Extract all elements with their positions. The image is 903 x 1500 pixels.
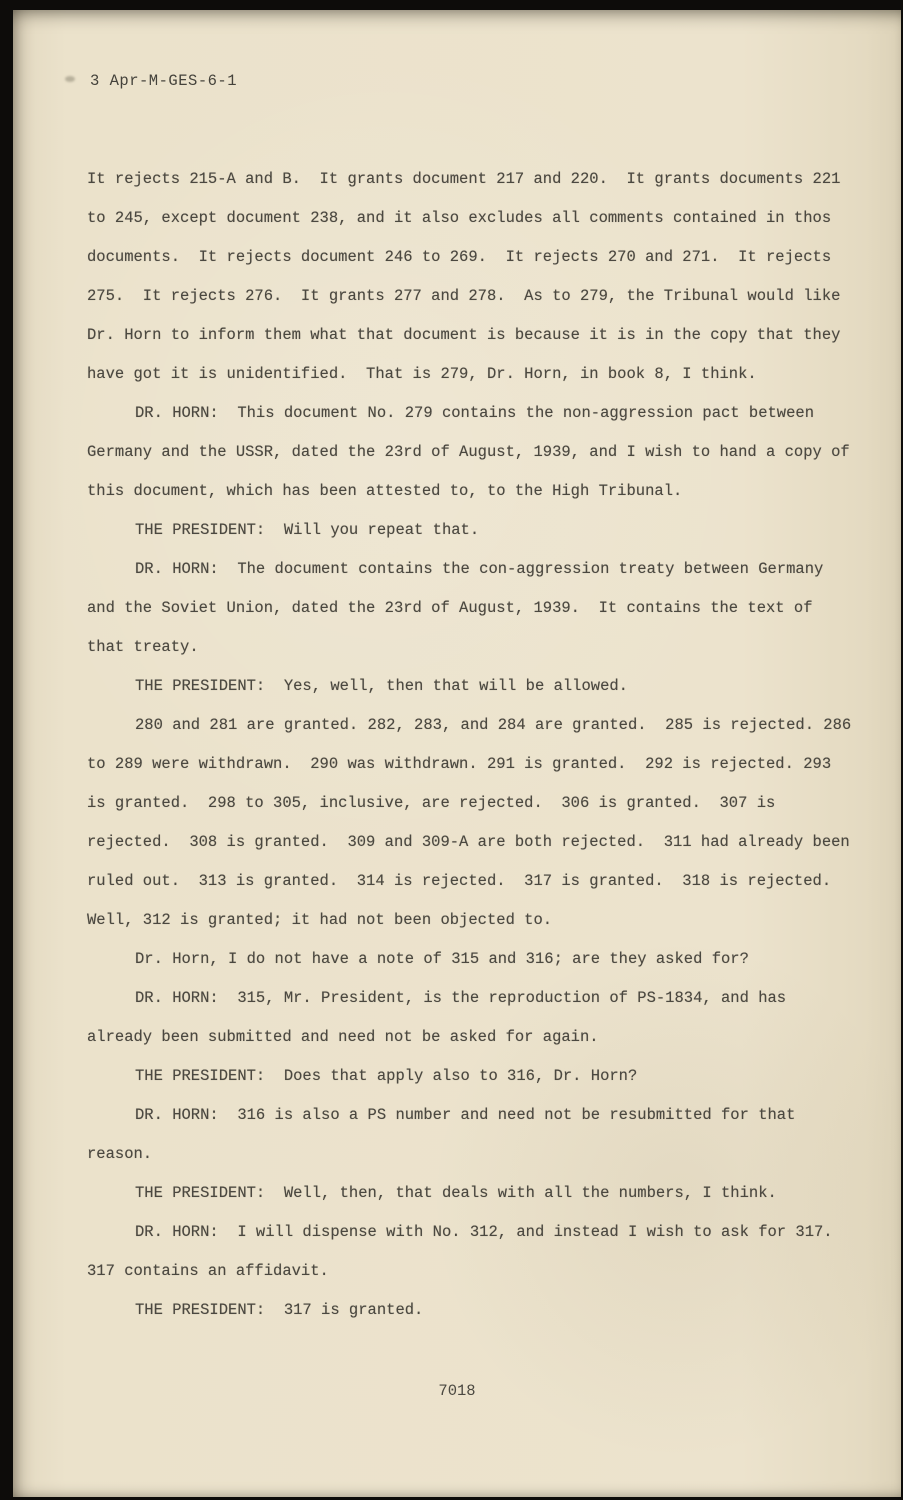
- paragraph-10: DR. HORN: 316 is also a PS number and need not be resubmitted for that reason.: [87, 1106, 805, 1163]
- paragraph-9: THE PRESIDENT: Does that apply also to 316, Dr. Horn?: [135, 1067, 638, 1085]
- paper-sheet: [13, 10, 901, 1497]
- paragraph-4: DR. HORN: The document contains the con-aggression treaty between Germany and the Soviet Union, dated the 23rd of August, 1939. It contains the text of that treaty.: [87, 560, 833, 656]
- ink-smudge: [65, 76, 75, 82]
- paragraph-3: THE PRESIDENT: Will you repeat that.: [135, 521, 480, 539]
- paragraph-12: DR. HORN: I will dispense with No. 312, and instead I wish to ask for 317. 317 contains an affidavit.: [87, 1223, 852, 1280]
- paragraph-8: DR. HORN: 315, Mr. President, is the reproduction of PS-1834, and has already been submitted and need not be asked for again.: [87, 989, 796, 1046]
- page-number: 7018: [438, 1382, 476, 1400]
- paragraph-7: Dr. Horn, I do not have a note of 315 and 316; are they asked for?: [135, 950, 749, 968]
- document-body: [87, 160, 861, 1330]
- paragraph-5: THE PRESIDENT: Yes, well, then that will be allowed.: [135, 677, 628, 695]
- paragraph-13: THE PRESIDENT: 317 is granted.: [135, 1301, 424, 1319]
- page-header: 3 Apr-M-GES-6-1: [90, 72, 238, 90]
- paragraph-1: It rejects 215-A and B. It grants document 217 and 220. It grants documents 221 to 245, except document 238, and it also excludes all comments contained in thos documents. It rejects document 246 to 269. It rejects 270 and 271. It rejects 275. It rejects 276. It grants 277 and 278. As to 279, the Tribunal would like Dr. Horn to inform them what that document is because it is in the copy that they have got it is unidentified. That is 279, Dr. Horn, in book 8, I think.: [87, 170, 850, 383]
- paragraph-6: 280 and 281 are granted. 282, 283, and 284 are granted. 285 is rejected. 286 to 289 were withdrawn. 290 was withdrawn. 291 is granted. 292 is rejected. 293 is granted. 298 to 305, inclusive, are rejected. 306 is granted. 307 is rejected. 308 is granted. 309 and 309-A are both rejected. 311 had already been ruled out. 313 is granted. 314 is rejected. 317 is granted. 318 is rejected. Well, 312 is granted; it had not been objected to.: [87, 716, 861, 929]
- paragraph-2: DR. HORN: This document No. 279 contains the non-aggression pact between Germany and the USSR, dated the 23rd of August, 1939, and I wish to hand a copy of this document, which has been attested to, to the High Tribunal.: [87, 404, 860, 500]
- paragraph-11: THE PRESIDENT: Well, then, that deals with all the numbers, I think.: [135, 1184, 777, 1202]
